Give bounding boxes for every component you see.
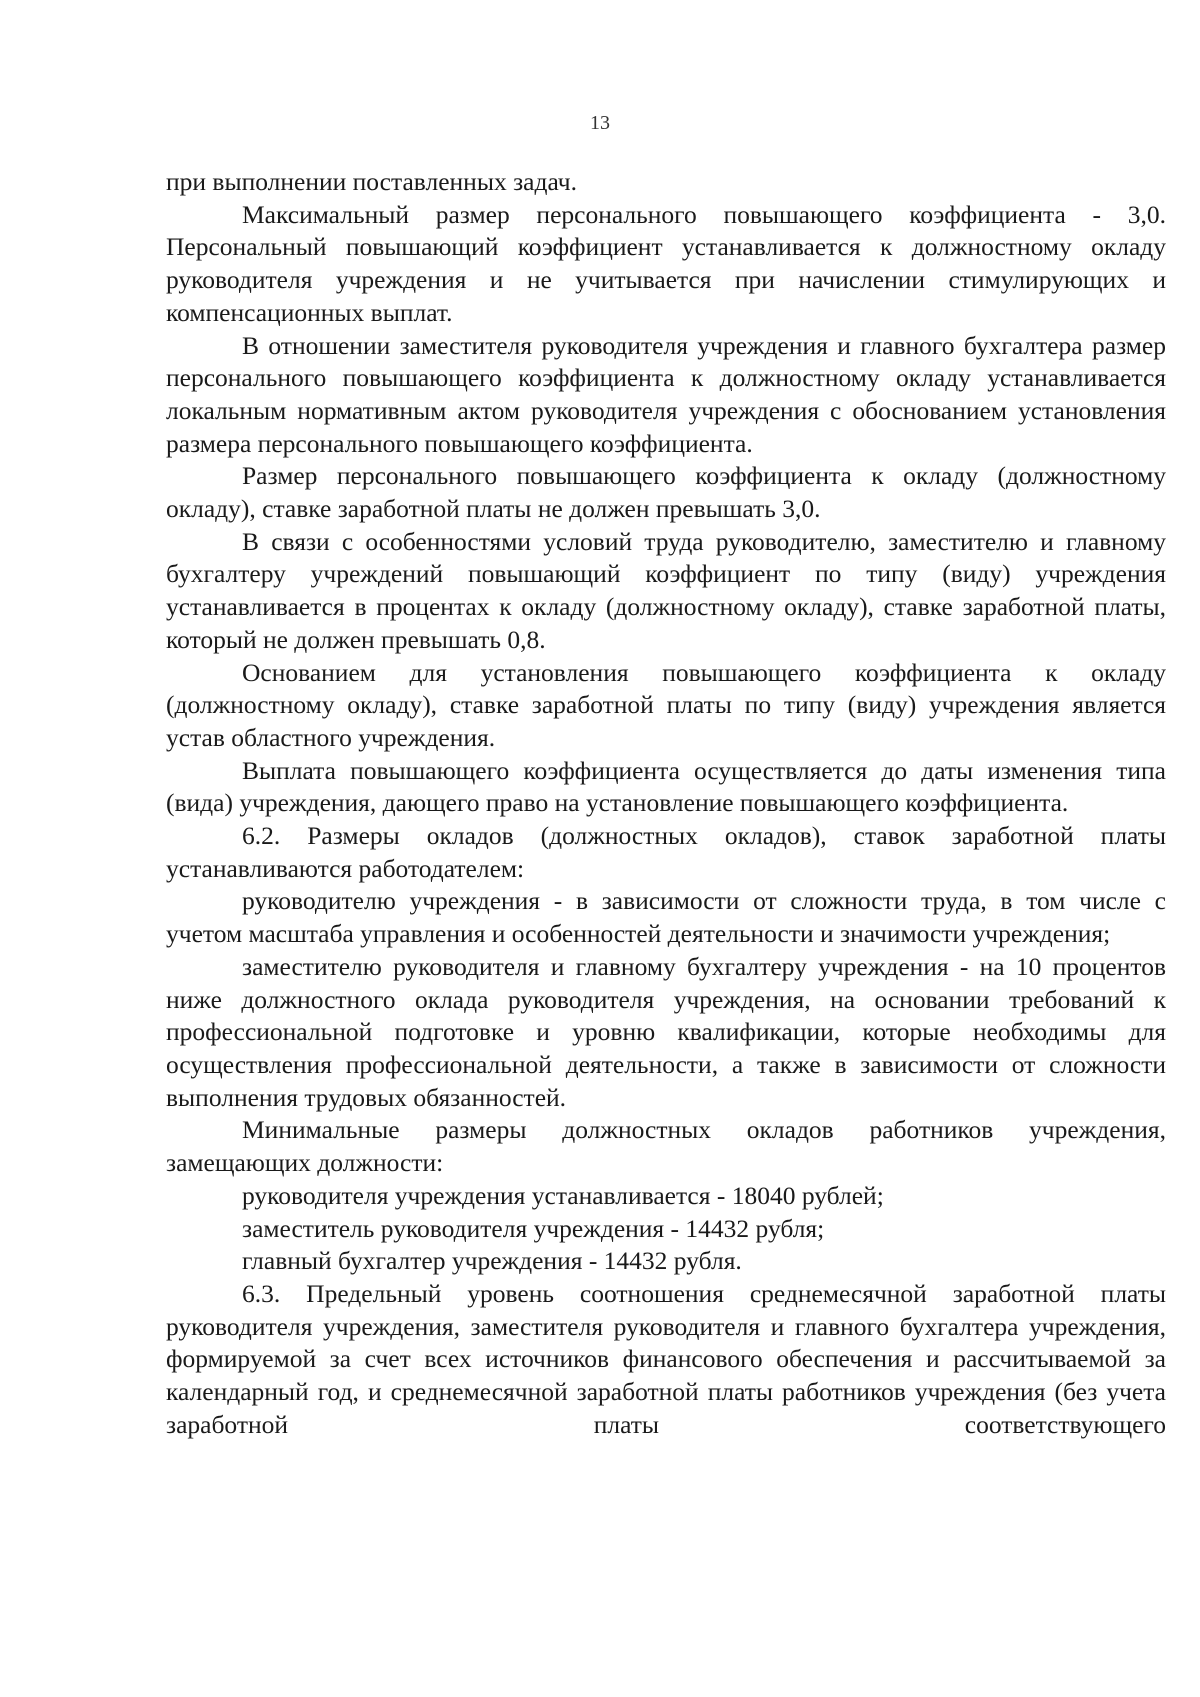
list-item-deputy: заместителю руководителя и главному бухгалтеру учреждения - на 10 процентов ниже должностного оклада руководителя учреждения, на основании требований к профессиональной подготовке и уровню квалификации, которые необходимы для осуществления профессиональной деятельности, а также в зависимости от сложности выполнения трудовых обязанностей. [166,951,1166,1112]
salary-line-deputy: заместитель руководителя учреждения - 14432 рубля; [242,1213,825,1243]
paragraph-5: В связи с особенностями условий труда руководителю, заместителю и главному бухгалтеру учреждений повышающий коэффициент по типу (виду) учреждения устанавливается в процентах к окладу (должностному окладу), ставке заработной платы, который не должен превышать 0,8. [166,526,1166,654]
paragraph-4: Размер персонального повышающего коэффициента к окладу (должностному окладу), ставке заработной платы не должен превышать 3,0. [166,461,1166,524]
list-item-head: руководителю учреждения - в зависимости от сложности труда, в том числе с учетом масштаба управления и особенностей деятельности и значимости учреждения; [166,886,1166,949]
salary-line-accountant: главный бухгалтер учреждения - 14432 рубля. [242,1246,742,1276]
paragraph-3: В отношении заместителя руководителя учреждения и главного бухгалтера размер персонального повышающего коэффициента к должностному окладу устанавливается локальным нормативным актом руководителя учреждения с обоснованием установления размера персонального повышающего коэффициента. [166,330,1166,458]
section-6-2-heading: 6.2. Размеры окладов (должностных окладов), ставок заработной платы устанавливаются работодателем: [166,821,1166,883]
paragraph-6: Основанием для установления повышающего коэффициента к окладу (должностному окладу), ставке заработной платы по типу (виду) учреждения является устав областного учреждения. [166,657,1166,752]
paragraph-2: Максимальный размер персонального повышающего коэффициента - 3,0. Персональный повышающий коэффициент устанавливается к должностному окладу руководителя учреждения и не учитывается при начислении стимулирующих и компенсационных выплат. [166,199,1166,327]
paragraph-min-salaries: Минимальные размеры должностных окладов работников учреждения, замещающих должности: [166,1115,1166,1178]
salary-line-head: руководителя учреждения устанавливается - 18040 рублей; [242,1180,884,1210]
paragraph-1: при выполнении поставленных задач. [166,167,577,196]
section-6-3-paragraph: 6.3. Предельный уровень соотношения среднемесячной заработной платы руководителя учреждения, заместителя руководителя и главного бухгалтера учреждения, формируемой за счет всех источников финансового обеспечения и рассчитываемой за календарный год, и среднемесячной заработной платы работников учреждения (без учета заработной платы соответствующего [166,1278,1166,1439]
page-number: 13 [590,112,610,134]
paragraph-7: Выплата повышающего коэффициента осуществляется до даты изменения типа (вида) учреждения, дающего право на установление повышающего коэффициента. [166,755,1166,818]
document-body [166,166,1166,1441]
